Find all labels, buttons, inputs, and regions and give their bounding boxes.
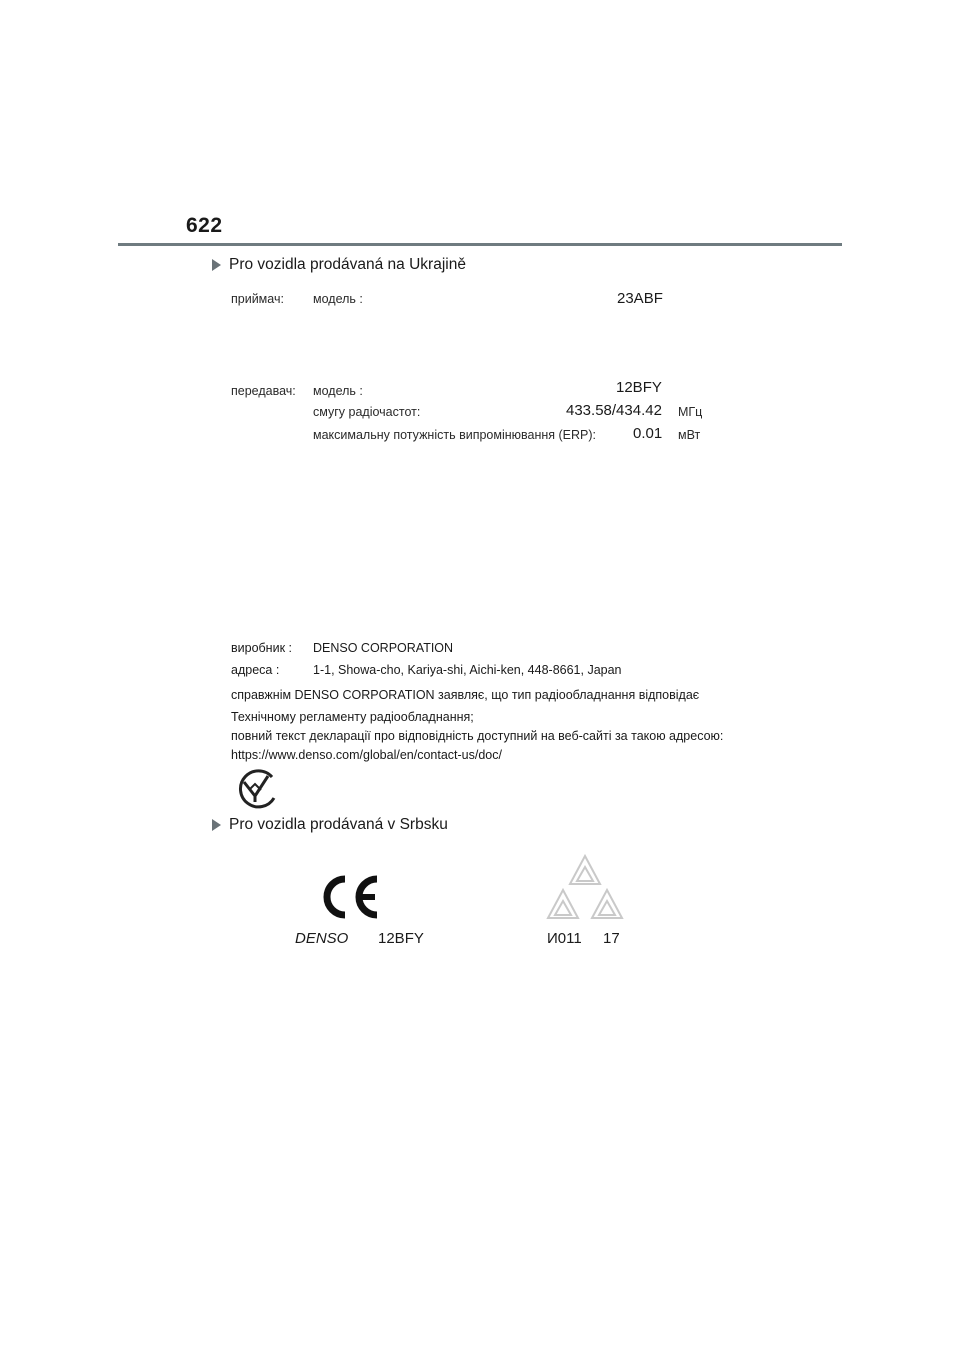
serbian-triangle-mark-icon — [545, 854, 625, 924]
declaration-line-3: повний текст декларації про відповідність доступний на веб-сайті за такою адресою: — [231, 729, 724, 743]
serbia-cert-code: И011 — [547, 930, 582, 947]
band-label: смугу радіочастот: — [313, 405, 421, 419]
address-value: 1-1, Showa-cho, Kariya-shi, Aichi-ken, 448-8661, Japan — [313, 663, 622, 677]
declaration-line-1: справжнім DENSO CORPORATION заявляє, що тип радіообладнання відповідає — [231, 688, 700, 702]
power-value: 0.01 — [633, 425, 663, 442]
receiver-model-value: 23ABF — [617, 290, 663, 307]
manufacturer-value: DENSO CORPORATION — [313, 641, 454, 655]
header-rule — [118, 243, 842, 246]
power-unit: мВт — [678, 428, 701, 442]
band-value: 433.58/434.42 — [566, 402, 662, 419]
receiver-label: приймач: — [231, 292, 284, 306]
transmitter-label: передавач: — [231, 384, 296, 398]
transmitter-model-label: модель : — [313, 384, 363, 398]
declaration-url: https://www.denso.com/global/en/contact-us/doc/ — [231, 748, 502, 762]
power-label: максимальну потужність випромінювання (ERP): — [313, 428, 597, 442]
section-heading-ukraine — [212, 256, 466, 274]
page-number: 622 — [186, 214, 223, 237]
section-heading-ukraine-text: Pro vozidla prodávaná na Ukrajině — [229, 256, 466, 273]
address-label: адреса : — [231, 663, 280, 677]
serbia-model: 12BFY — [378, 930, 424, 947]
serbia-brand: DENSO — [295, 930, 349, 947]
declaration-line-2: Технічному регламенту радіообладнання; — [231, 710, 474, 724]
manufacturer-label: виробник : — [231, 641, 292, 655]
triangle-bullet-icon — [212, 819, 221, 831]
ukrainian-conformity-mark-icon — [234, 768, 280, 810]
transmitter-model-value: 12BFY — [616, 379, 662, 396]
triangle-bullet-icon — [212, 259, 221, 271]
band-unit: МГц — [678, 405, 703, 419]
serbia-cert-year: 17 — [603, 930, 620, 947]
section-heading-serbia — [212, 816, 448, 834]
receiver-model-label: модель : — [313, 292, 363, 306]
section-heading-serbia-text: Pro vozidla prodávaná v Srbsku — [229, 816, 448, 833]
ce-mark-icon — [318, 873, 382, 921]
